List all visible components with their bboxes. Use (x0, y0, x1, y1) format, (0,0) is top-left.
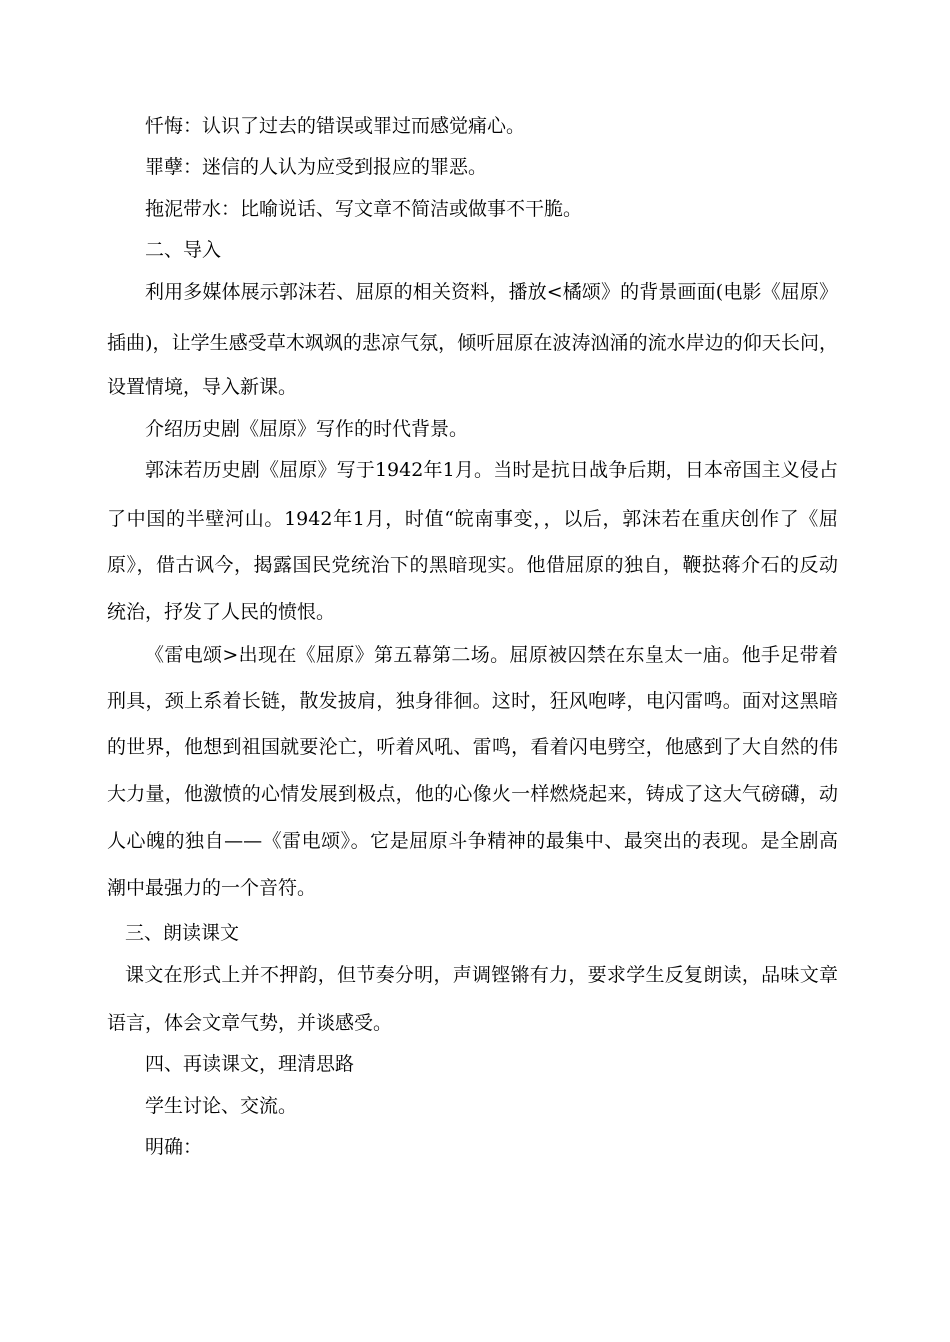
section-heading: 二、导入 (145, 239, 222, 261)
text-line: 潮中最强力的一个音符。 (107, 877, 317, 899)
text-line: 插曲)，让学生感受草木飒飒的悲凉气氛，倾听屈原在波涛汹涌的流水岸边的仰天长问， (107, 332, 838, 354)
text-line: 学生讨论、交流。 (145, 1095, 298, 1117)
text-line: 统治，抒发了人民的愤恨。 (107, 601, 336, 623)
text-line: 人心魄的独自——《雷电颂》。它是屈原斗争精神的最集中、最突出的表现。是全剧高 (107, 830, 838, 852)
text-line: 介绍历史剧《屈原》写作的时代背景。 (145, 418, 469, 440)
text-line: 利用多媒体展示郭沫若、屈原的相关资料，播放<橘颂》的背景画面(电影《屈原》 (145, 281, 838, 303)
text-line: 了中国的半壁河山。1942年1月，时值“皖南事变，，以后，郭沫若在重庆创作了《屈 (107, 508, 838, 530)
text-line: 的世界，他想到祖国就要沦亡，听着风吼、雷鸣，看着闪电劈空，他感到了大自然的伟 (107, 736, 838, 758)
text-line: 《雷电颂>出现在《屈原》第五幕第二场。屈原被囚禁在东皇太一庙。他手足带着 (145, 644, 838, 666)
text-line: 明确： (145, 1136, 203, 1158)
section-heading: 三、朗读课文 (125, 922, 240, 944)
text-line: 拖泥带水：比喻说话、写文章不简洁或做事不干脆。 (145, 198, 583, 220)
text-line: 罪孽：迷信的人认为应受到报应的罪恶。 (145, 156, 488, 178)
section-heading: 四、再读课文，理清思路 (145, 1053, 355, 1075)
text-line: 忏悔：认识了过去的错误或罪过而感觉痛心。 (145, 115, 526, 137)
text-line: 设置情境，导入新课。 (107, 376, 298, 398)
text-line: 大力量，他激愤的心情发展到极点，他的心像火一样燃烧起来，铸成了这大气磅礴，动 (107, 783, 838, 805)
text-line: 课文在形式上并不押韵，但节奏分明，声调铿锵有力，要求学生反复朗读，品味文章 (125, 964, 838, 986)
text-line: 刑具，颈上系着长链，散发披肩，独身徘徊。这时，狂风咆哮，电闪雷鸣。面对这黑暗 (107, 690, 838, 712)
text-line: 郭沫若历史剧《屈原》写于1942年1月。当时是抗日战争后期，日本帝国主义侵占 (145, 459, 838, 481)
text-line: 原》，借古讽今，揭露国民党统治下的黑暗现实。他借屈原的独自，鞭挞蒋介石的反动 (107, 554, 838, 576)
text-line: 语言，体会文章气势，并谈感受。 (107, 1012, 393, 1034)
